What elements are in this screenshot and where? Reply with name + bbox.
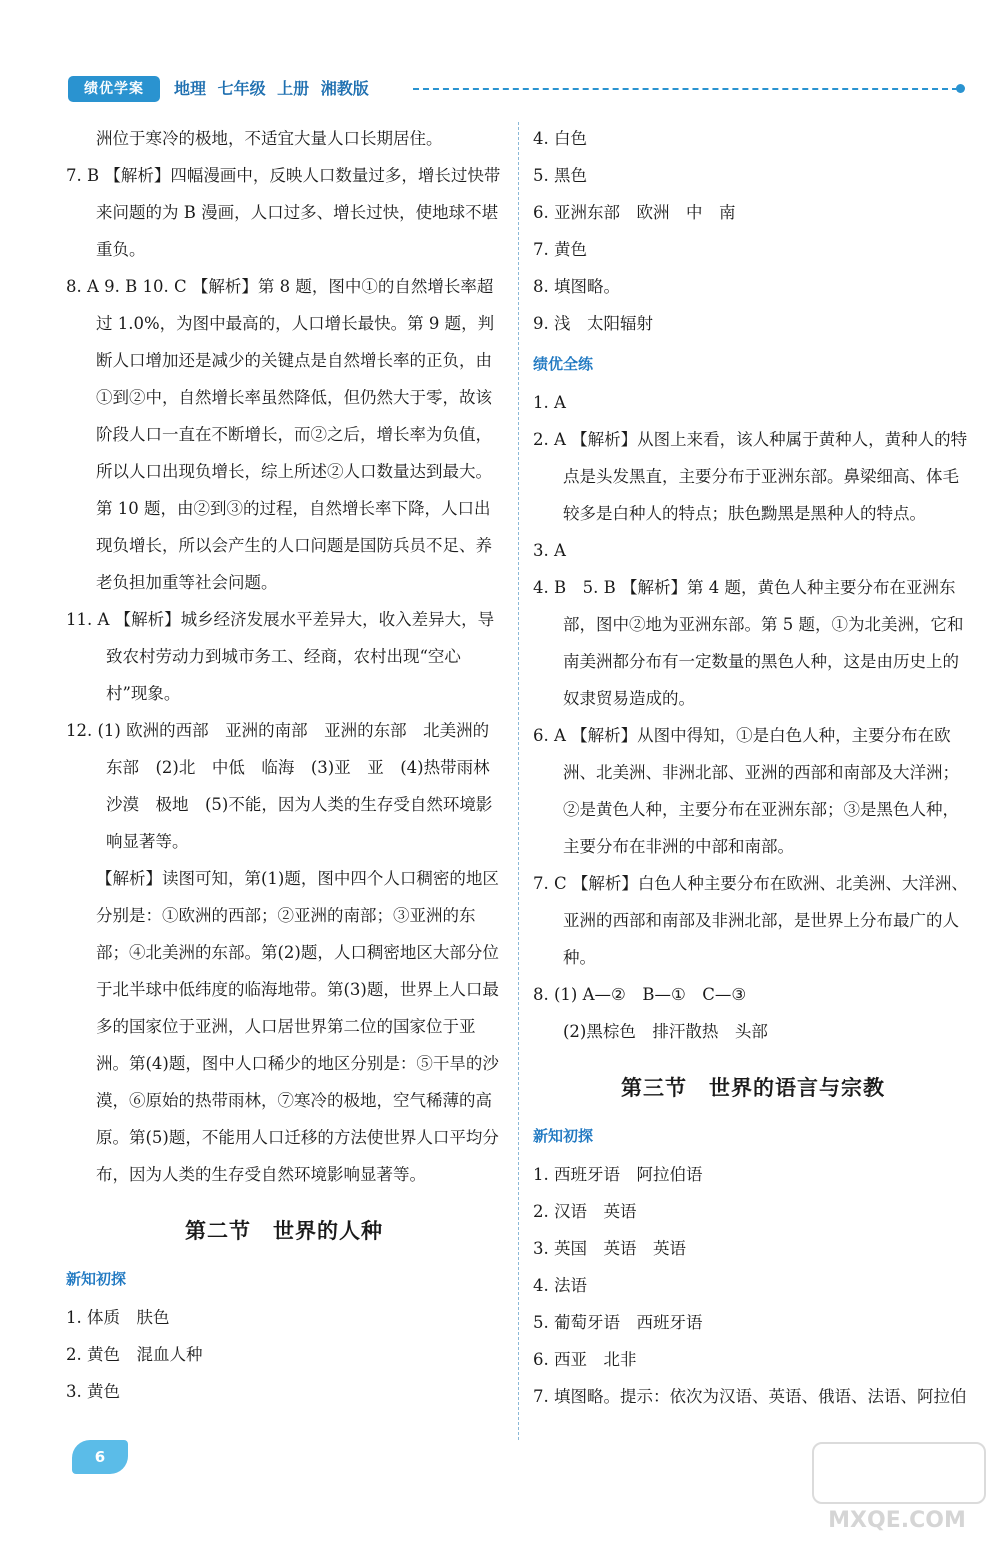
list-item: 9. 浅 太阳辐射: [533, 314, 653, 333]
list-item: 8. 填图略。: [533, 277, 620, 296]
practice-answer-2: 2. A 【解析】从图上来看，该人种属于黄种人，黄种人的特点是头发黑直，主要分布于亚洲东部。鼻梁细高、体毛较多是白种人的特点；肤色黝黑是黑种人的特点。: [533, 430, 968, 523]
section-2-title: 第二节 世界的人种: [185, 1219, 383, 1243]
list-item: 1. 西班牙语 阿拉伯语: [533, 1165, 703, 1184]
header-dot-icon: [956, 84, 965, 93]
header-dashed-rule: [413, 88, 958, 90]
list-item: 4. 法语: [533, 1276, 587, 1295]
practice-answer-8-part-2: (2)黑棕色 排汗散热 头部: [563, 1022, 768, 1041]
watermark-text: MXQE.COM: [828, 1508, 966, 1533]
list-item: 5. 葡萄牙语 西班牙语: [533, 1313, 703, 1332]
practice-subhead: 绩优全练: [533, 355, 594, 373]
right-column: [533, 120, 973, 1415]
practice-answer-7: 7. C 【解析】白色人种主要分布在欧洲、北美洲、大洋洲、亚洲的西部和南部及非洲北部，是世界上分布最广的人种。: [533, 874, 968, 967]
section-3-title: 第三节 世界的语言与宗教: [621, 1076, 885, 1100]
answer-11: 11. A 【解析】城乡经济发展水平差异大，收入差异大，导致农村劳动力到城市务工、经商，农村出现“空心村”现象。: [66, 610, 495, 703]
list-item: 5. 黑色: [533, 166, 587, 185]
list-item: 2. 黄色 混血人种: [66, 1345, 203, 1364]
practice-answer-6: 6. A 【解析】从图中得知，①是白色人种，主要分布在欧洲、北美洲、非洲北部、亚洲的西部和南部及大洋洲；②是黄色人种，主要分布在亚洲东部；③是黑色人种，主要分布在非洲的中部和南部。: [533, 726, 959, 856]
list-item: 4. 白色: [533, 129, 587, 148]
section-2-subhead: 新知初探: [66, 1270, 127, 1288]
page-number: 6: [72, 1440, 128, 1474]
list-item: 3. 英国 英语 英语: [533, 1239, 686, 1258]
answer-line: 洲位于寒冷的极地，不适宜大量人口长期居住。: [96, 129, 443, 148]
left-column: [66, 120, 507, 1410]
answer-12: 12. (1) 欧洲的西部 亚洲的南部 亚洲的东部 北美洲的东部 (2)北 中低 临海 (3)亚 亚 (4)热带雨林 沙漠 极地 (5)不能，因为人类的生存受自然环境影响显著等。: [66, 721, 507, 851]
list-item: 7. 填图略。提示：依次为汉语、英语、俄语、法语、阿拉伯: [533, 1387, 967, 1406]
book-title: 地理 七年级 上册 湘教版: [174, 79, 369, 98]
list-item: 1. 体质 肤色: [66, 1308, 170, 1327]
answer-7: 7. B 【解析】四幅漫画中，反映人口数量过多，增长过快带来问题的为 B 漫画，人口过多、增长过快，使地球不堪重负。: [66, 166, 501, 259]
list-item: 3. 黄色: [66, 1382, 120, 1401]
answer-12-explanation: 【解析】读图可知，第(1)题，图中四个人口稠密的地区分别是：①欧洲的西部；②亚洲的南部；③亚洲的东部；④北美洲的东部。第(2)题，人口稠密地区大部分位于北半球中低纬度的临海地带。第(3)题，世界上人口最多的国家位于亚洲，人口居世界第二位的国家位于亚洲。第(4)题，图中人口稀少的地区分别是：⑤干旱的沙漠，⑥原始的热带雨林，⑦寒冷的极地，空气稀薄的高原。第(5)题，不能用人口迁移的方法使世界人口平均分布，因为人类的生存受自然环境影响显著等。: [96, 869, 499, 1184]
watermark: [812, 1442, 982, 1542]
page-header: [68, 72, 968, 106]
list-item: 1. A: [533, 393, 566, 412]
watermark-logo-icon: [812, 1442, 986, 1504]
series-logo: 绩优学案: [68, 76, 160, 102]
list-item: 6. 亚洲东部 欧洲 中 南: [533, 203, 736, 222]
answer-8-10: 8. A 9. B 10. C 【解析】第 8 题，图中①的自然增长率超过 1.0%，为图中最高的，人口增长最快。第 9 题，判断人口增加还是减少的关键点是自然增长率的正负，由①到②中，自然增长率虽然降低，但仍然大于零，故该阶段人口一直在不断增长，而②之后，增长率为负值，所以人口出现负增长，综上所述②人口数量达到最大。第 10 题，由②到③的过程，自然增长率下降，人口出现负增长，所以会产生的人口问题是国防兵员不足、养老负担加重等社会问题。: [66, 277, 495, 592]
section-3-subhead: 新知初探: [533, 1127, 594, 1145]
list-item: 6. 西亚 北非: [533, 1350, 637, 1369]
practice-answer-4-5: 4. B 5. B 【解析】第 4 题，黄色人种主要分布在亚洲东部，图中②地为亚洲东部。第 5 题，①为北美洲，它和南美洲都分布有一定数量的黑色人种，这是由历史上的奴隶贸易造成的。: [533, 578, 964, 708]
column-divider: [518, 122, 519, 1440]
list-item: 7. 黄色: [533, 240, 587, 259]
list-item: 2. 汉语 英语: [533, 1202, 637, 1221]
list-item: 3. A: [533, 541, 566, 560]
practice-answer-8: 8. (1) A—② B—① C—③: [533, 985, 747, 1004]
